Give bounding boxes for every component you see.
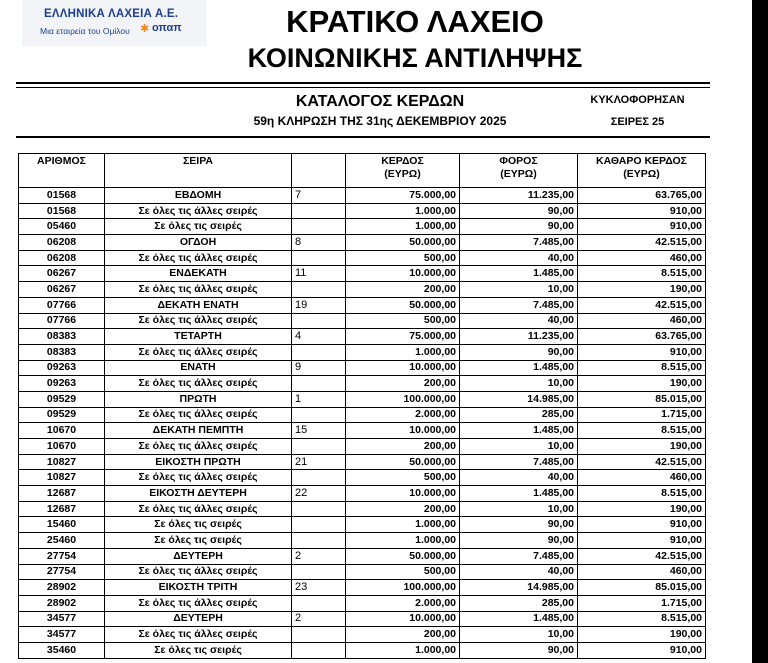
cell-prize: 1.000,00 [346,219,460,235]
cell-number: 34577 [19,627,105,643]
prize-label: ΚΕΡΔΟΣ [381,155,424,167]
cell-series: Σε όλες τις άλλες σειρές [105,313,292,329]
cell-series: Σε όλες τις άλλες σειρές [105,470,292,486]
cell-series-no [292,282,346,298]
cell-tax: 40,00 [460,564,578,580]
cell-prize: 50.000,00 [346,235,460,251]
cell-tax: 1.485,00 [460,611,578,627]
cell-number: 28902 [19,580,105,596]
divider [16,87,710,88]
cell-series-no: 7 [292,188,346,204]
table-header-row [19,154,706,188]
cell-series: ΔΕΚΑΤΗ ΕΝΑΤΗ [105,297,292,313]
column-header-series-no [292,154,346,188]
cell-series: ΤΕΤΑΡΤΗ [105,329,292,345]
cell-number: 06267 [19,266,105,282]
cell-prize: 10.000,00 [346,266,460,282]
cell-series-no [292,642,346,658]
cell-net: 63.765,00 [578,329,706,345]
tax-unit: (ΕΥΡΩ) [500,168,537,180]
cell-number: 10670 [19,439,105,455]
cell-tax: 7.485,00 [460,297,578,313]
cell-net: 85.015,00 [578,391,706,407]
cell-tax: 90,00 [460,517,578,533]
table-row [19,360,706,376]
cell-prize: 500,00 [346,250,460,266]
cell-series: Σε όλες τις σειρές [105,533,292,549]
cell-number: 06208 [19,250,105,266]
cell-tax: 40,00 [460,250,578,266]
cell-number: 09263 [19,376,105,392]
cell-number: 01568 [19,188,105,204]
cell-series: ΕΒΔΟΜΗ [105,188,292,204]
cell-net: 85.015,00 [578,580,706,596]
cell-number: 34577 [19,611,105,627]
cell-number: 28902 [19,595,105,611]
cell-prize: 500,00 [346,470,460,486]
cell-series: Σε όλες τις άλλες σειρές [105,282,292,298]
draw-info: 59η ΚΛΗΡΩΣΗ ΤΗΣ 31ης ΔΕΚΕΜΒΡΙΟΥ 2025 [253,114,507,128]
cell-series: Σε όλες τις άλλες σειρές [105,501,292,517]
table-row [19,188,706,204]
cell-prize: 200,00 [346,501,460,517]
cell-prize: 1.000,00 [346,642,460,658]
cell-net: 42.515,00 [578,297,706,313]
table-row [19,595,706,611]
table-row [19,297,706,313]
cell-series: Σε όλες τις άλλες σειρές [105,595,292,611]
cell-series-no [292,533,346,549]
cell-prize: 1.000,00 [346,517,460,533]
cell-series-no: 19 [292,297,346,313]
cell-tax: 285,00 [460,407,578,423]
cell-prize: 200,00 [346,282,460,298]
cell-number: 05460 [19,219,105,235]
table-row [19,642,706,658]
table-row [19,564,706,580]
table-row [19,219,706,235]
cell-series: ΕΙΚΟΣΤΗ ΠΡΩΤΗ [105,454,292,470]
cell-net: 460,00 [578,250,706,266]
cell-tax: 7.485,00 [460,548,578,564]
table-row [19,501,706,517]
cell-number: 27754 [19,564,105,580]
cell-series: ΔΕΥΤΕΡΗ [105,611,292,627]
cell-series: ΠΡΩΤΗ [105,391,292,407]
cell-series: Σε όλες τις άλλες σειρές [105,203,292,219]
cell-prize: 100.000,00 [346,580,460,596]
cell-series: Σε όλες τις σειρές [105,517,292,533]
cell-series: ΕΙΚΟΣΤΗ ΤΡΙΤΗ [105,580,292,596]
cell-series: Σε όλες τις άλλες σειρές [105,564,292,580]
cell-tax: 7.485,00 [460,235,578,251]
cell-series-no: 9 [292,360,346,376]
cell-series-no [292,407,346,423]
cell-series-no [292,344,346,360]
cell-series-no [292,470,346,486]
cell-series: Σε όλες τις άλλες σειρές [105,407,292,423]
cell-net: 1.715,00 [578,595,706,611]
cell-series: ΕΙΚΟΣΤΗ ΔΕΥΤΕΡΗ [105,486,292,502]
cell-series-no: 8 [292,235,346,251]
cell-net: 190,00 [578,627,706,643]
cell-series-no: 4 [292,329,346,345]
cell-series: Σε όλες τις άλλες σειρές [105,250,292,266]
cell-series: ΟΓΔΟΗ [105,235,292,251]
cell-net: 460,00 [578,564,706,580]
cell-series: Σε όλες τις άλλες σειρές [105,439,292,455]
cell-number: 27754 [19,548,105,564]
cell-prize: 75.000,00 [346,188,460,204]
cell-series: ΔΕΚΑΤΗ ΠΕΜΠΤΗ [105,423,292,439]
cell-series-no [292,627,346,643]
cell-prize: 2.000,00 [346,407,460,423]
cell-net: 190,00 [578,439,706,455]
cell-tax: 11.235,00 [460,329,578,345]
cell-number: 12687 [19,486,105,502]
cell-net: 63.765,00 [578,188,706,204]
table-row [19,313,706,329]
opap-star-icon: ✱ [140,23,150,35]
table-row [19,439,706,455]
net-unit: (ΕΥΡΩ) [623,168,660,180]
cell-series-no [292,203,346,219]
cell-series-no: 22 [292,486,346,502]
table-row [19,517,706,533]
cell-number: 09529 [19,407,105,423]
table-row [19,423,706,439]
cell-net: 910,00 [578,344,706,360]
cell-number: 09263 [19,360,105,376]
cell-series: ΕΝΑΤΗ [105,360,292,376]
cell-tax: 90,00 [460,219,578,235]
table-row [19,407,706,423]
page-subtitle: ΚΟΙΝΩΝΙΚΗΣ ΑΝΤΙΛΗΨΗΣ [247,43,583,73]
cell-number: 06267 [19,282,105,298]
cell-tax: 10,00 [460,439,578,455]
cell-tax: 11.235,00 [460,188,578,204]
cell-series-no [292,517,346,533]
cell-net: 8.515,00 [578,266,706,282]
cell-prize: 200,00 [346,439,460,455]
cell-series: Σε όλες τις σειρές [105,642,292,658]
cell-tax: 1.485,00 [460,360,578,376]
cell-tax: 14.985,00 [460,391,578,407]
cell-net: 8.515,00 [578,360,706,376]
net-label: ΚΑΘΑΡΟ ΚΕΡΔΟΣ [596,155,687,167]
logo-brand: οπαπ [152,22,182,34]
cell-tax: 10,00 [460,627,578,643]
cell-tax: 1.485,00 [460,266,578,282]
cell-prize: 75.000,00 [346,329,460,345]
cell-net: 910,00 [578,642,706,658]
cell-series-no: 11 [292,266,346,282]
cell-prize: 1.000,00 [346,203,460,219]
table-row [19,344,706,360]
column-header-series: ΣΕΙΡΑ [105,154,292,188]
cell-tax: 285,00 [460,595,578,611]
table-row [19,548,706,564]
table-row [19,266,706,282]
page-title: ΚΡΑΤΙΚΟ ΛΑΧΕΙΟ [286,4,544,39]
cell-net: 910,00 [578,533,706,549]
cell-number: 06208 [19,235,105,251]
divider [16,82,710,84]
cell-series: Σε όλες τις άλλες σειρές [105,344,292,360]
series-count: ΣΕΙΡΕΣ 25 [610,116,665,128]
divider [16,136,710,138]
logo-subtitle: Μια εταιρεία του Ομίλου [40,26,130,36]
cell-prize: 50.000,00 [346,297,460,313]
cell-number: 10827 [19,470,105,486]
cell-tax: 90,00 [460,344,578,360]
cell-series-no: 1 [292,391,346,407]
table-row [19,454,706,470]
cell-prize: 10.000,00 [346,360,460,376]
cell-number: 08383 [19,329,105,345]
cell-net: 190,00 [578,501,706,517]
cell-series-no: 23 [292,580,346,596]
cell-prize: 10.000,00 [346,486,460,502]
cell-series-no [292,501,346,517]
cell-series-no: 2 [292,611,346,627]
table-row [19,391,706,407]
cell-series-no: 2 [292,548,346,564]
cell-net: 8.515,00 [578,423,706,439]
cell-net: 8.515,00 [578,611,706,627]
table-row [19,533,706,549]
cell-series-no [292,376,346,392]
table-row [19,470,706,486]
cell-series-no [292,250,346,266]
cell-tax: 40,00 [460,470,578,486]
cell-net: 910,00 [578,203,706,219]
table-row [19,329,706,345]
table-row [19,203,706,219]
cell-series: Σε όλες τις άλλες σειρές [105,627,292,643]
cell-series: Σε όλες τις σειρές [105,219,292,235]
cell-tax: 90,00 [460,642,578,658]
cell-series: ΕΝΔΕΚΑΤΗ [105,266,292,282]
catalog-heading: ΚΑΤΑΛΟΓΟΣ ΚΕΡΔΩΝ [295,93,465,110]
cell-prize: 50.000,00 [346,548,460,564]
cell-series-no [292,564,346,580]
tax-label: ΦΟΡΟΣ [499,155,538,167]
cell-series: ΔΕΥΤΕΡΗ [105,548,292,564]
cell-tax: 40,00 [460,313,578,329]
table-row [19,282,706,298]
cell-number: 12687 [19,501,105,517]
table-row [19,250,706,266]
cell-net: 460,00 [578,313,706,329]
column-header-net [578,154,706,188]
cell-series-no [292,439,346,455]
cell-number: 10670 [19,423,105,439]
cell-number: 07766 [19,297,105,313]
cell-prize: 10.000,00 [346,611,460,627]
cell-prize: 50.000,00 [346,454,460,470]
cell-tax: 10,00 [460,376,578,392]
circulated-label: ΚΥΚΛΟΦΟΡΗΣΑΝ [590,94,685,106]
cell-tax: 90,00 [460,203,578,219]
cell-tax: 90,00 [460,533,578,549]
cell-number: 25460 [19,533,105,549]
cell-number: 08383 [19,344,105,360]
cell-prize: 10.000,00 [346,423,460,439]
cell-prize: 2.000,00 [346,595,460,611]
table-row [19,580,706,596]
cell-prize: 500,00 [346,313,460,329]
cell-prize: 200,00 [346,376,460,392]
cell-tax: 1.485,00 [460,486,578,502]
cell-net: 460,00 [578,470,706,486]
cell-series-no: 15 [292,423,346,439]
table-row [19,235,706,251]
table-row [19,486,706,502]
window-edge [752,0,768,663]
cell-tax: 10,00 [460,501,578,517]
cell-series-no [292,313,346,329]
cell-tax: 7.485,00 [460,454,578,470]
cell-prize: 100.000,00 [346,391,460,407]
cell-net: 190,00 [578,282,706,298]
cell-tax: 1.485,00 [460,423,578,439]
cell-number: 10827 [19,454,105,470]
cell-net: 42.515,00 [578,454,706,470]
cell-series-no [292,595,346,611]
cell-prize: 500,00 [346,564,460,580]
cell-prize: 200,00 [346,627,460,643]
cell-net: 190,00 [578,376,706,392]
cell-net: 8.515,00 [578,486,706,502]
cell-prize: 1.000,00 [346,344,460,360]
cell-tax: 14.985,00 [460,580,578,596]
cell-number: 09529 [19,391,105,407]
cell-number: 01568 [19,203,105,219]
cell-net: 42.515,00 [578,548,706,564]
column-header-number: ΑΡΙΘΜΟΣ [19,154,105,188]
table-row [19,376,706,392]
column-header-tax [460,154,578,188]
winnings-table [18,153,706,659]
table-row [19,627,706,643]
cell-series-no [292,219,346,235]
cell-series-no: 21 [292,454,346,470]
prize-unit: (ΕΥΡΩ) [384,168,421,180]
column-header-prize [346,154,460,188]
logo-name: ΕΛΛΗΝΙΚΑ ΛΑΧΕΙΑ Α.Ε. [44,8,179,20]
cell-number: 35460 [19,642,105,658]
cell-series: Σε όλες τις άλλες σειρές [105,376,292,392]
cell-net: 910,00 [578,219,706,235]
table-row [19,611,706,627]
cell-net: 910,00 [578,517,706,533]
cell-number: 15460 [19,517,105,533]
cell-net: 42.515,00 [578,235,706,251]
cell-prize: 1.000,00 [346,533,460,549]
cell-net: 1.715,00 [578,407,706,423]
cell-number: 07766 [19,313,105,329]
cell-tax: 10,00 [460,282,578,298]
